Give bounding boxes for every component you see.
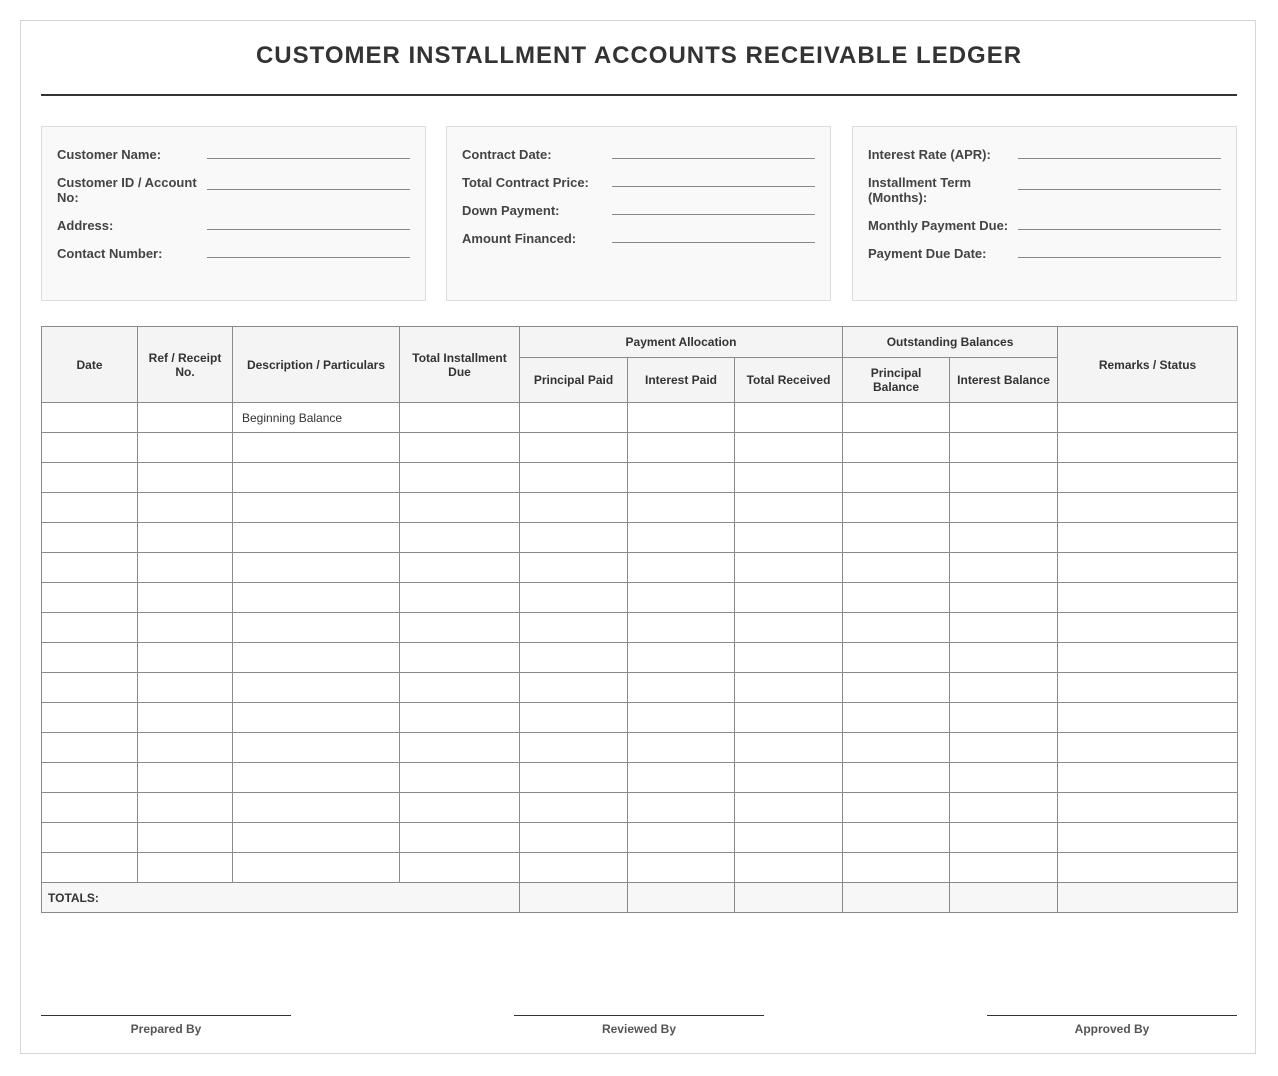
info-row <box>868 218 1221 233</box>
table-cell[interactable] <box>1058 493 1238 523</box>
table-cell[interactable] <box>628 613 735 643</box>
table-cell[interactable] <box>233 733 400 763</box>
table-cell[interactable] <box>628 433 735 463</box>
ledger-page <box>20 20 1256 1054</box>
table-cell[interactable] <box>628 733 735 763</box>
col-header-description: Description / Particulars <box>233 327 400 403</box>
table-cell[interactable] <box>843 463 950 493</box>
customer-info-box <box>41 126 426 301</box>
table-cell[interactable] <box>138 553 233 583</box>
table-cell[interactable] <box>950 793 1058 823</box>
table-cell[interactable] <box>628 583 735 613</box>
table-cell[interactable] <box>520 433 628 463</box>
total-contract-price-field[interactable] <box>612 186 815 187</box>
table-cell[interactable] <box>843 583 950 613</box>
table-cell[interactable] <box>233 823 400 853</box>
table-cell[interactable] <box>400 583 520 613</box>
col-header-principal-paid: Principal Paid <box>520 358 628 403</box>
table-cell[interactable] <box>138 703 233 733</box>
table-cell[interactable] <box>520 583 628 613</box>
table-cell[interactable] <box>1058 793 1238 823</box>
table-cell[interactable] <box>1058 823 1238 853</box>
table-cell[interactable] <box>138 463 233 493</box>
table-cell[interactable] <box>138 823 233 853</box>
table-row <box>42 403 1238 433</box>
table-row <box>42 553 1238 583</box>
table-cell[interactable] <box>138 763 233 793</box>
table-cell[interactable] <box>520 733 628 763</box>
table-cell[interactable] <box>1058 463 1238 493</box>
table-row <box>42 643 1238 673</box>
info-row <box>462 203 815 218</box>
table-cell[interactable] <box>1058 613 1238 643</box>
total-cell[interactable] <box>950 883 1058 913</box>
table-cell[interactable] <box>400 553 520 583</box>
table-cell[interactable] <box>400 673 520 703</box>
table-cell[interactable] <box>42 853 138 883</box>
info-row <box>868 147 1221 162</box>
table-cell[interactable] <box>42 613 138 643</box>
table-cell[interactable] <box>843 703 950 733</box>
table-cell[interactable] <box>520 763 628 793</box>
terms-info-box <box>852 126 1237 301</box>
table-cell[interactable] <box>520 703 628 733</box>
table-cell[interactable] <box>628 643 735 673</box>
amount-financed-field[interactable] <box>612 242 815 243</box>
table-row <box>42 493 1238 523</box>
table-row <box>42 433 1238 463</box>
table-cell[interactable] <box>400 733 520 763</box>
table-cell[interactable] <box>400 703 520 733</box>
table-cell[interactable] <box>138 793 233 823</box>
table-cell[interactable] <box>138 403 233 433</box>
table-cell[interactable] <box>1058 553 1238 583</box>
table-cell[interactable] <box>233 433 400 463</box>
table-cell[interactable] <box>950 643 1058 673</box>
table-cell[interactable] <box>233 643 400 673</box>
table-cell[interactable] <box>735 703 843 733</box>
col-header-installment-due: Total Installment Due <box>400 327 520 403</box>
reviewed-by-signature <box>514 1015 764 1036</box>
approved-by-label: Approved By <box>1074 1022 1150 1036</box>
table-cell[interactable] <box>400 853 520 883</box>
table-cell[interactable] <box>628 793 735 823</box>
table-cell[interactable] <box>843 823 950 853</box>
table-cell[interactable] <box>735 613 843 643</box>
prepared-by-label: Prepared By <box>130 1022 202 1036</box>
col-header-total-received: Total Received <box>735 358 843 403</box>
contract-info-box <box>446 126 831 301</box>
table-cell[interactable] <box>735 583 843 613</box>
address-field[interactable] <box>207 229 410 230</box>
table-cell[interactable] <box>138 673 233 703</box>
table-cell[interactable] <box>233 673 400 703</box>
page-title: CUSTOMER INSTALLMENT ACCOUNTS RECEIVABLE LEDGER <box>255 42 1023 69</box>
table-cell[interactable] <box>950 823 1058 853</box>
table-cell[interactable] <box>735 763 843 793</box>
table-cell[interactable] <box>950 553 1058 583</box>
table-cell[interactable] <box>843 523 950 553</box>
table-cell[interactable] <box>42 403 138 433</box>
table-cell[interactable] <box>400 763 520 793</box>
col-group-outstanding-balances: Outstanding Balances <box>843 327 1058 358</box>
table-cell[interactable] <box>233 523 400 553</box>
table-cell[interactable] <box>1058 643 1238 673</box>
table-cell[interactable] <box>950 733 1058 763</box>
table-row <box>42 703 1238 733</box>
table-cell[interactable] <box>42 643 138 673</box>
table-cell[interactable] <box>42 793 138 823</box>
table-row <box>42 853 1238 883</box>
table-cell[interactable] <box>400 613 520 643</box>
info-row <box>57 246 410 261</box>
table-cell[interactable] <box>400 643 520 673</box>
table-cell[interactable] <box>735 553 843 583</box>
table-cell[interactable] <box>1058 433 1238 463</box>
table-cell[interactable] <box>843 493 950 523</box>
prepared-by-signature <box>41 1015 291 1036</box>
table-row <box>42 823 1238 853</box>
table-cell[interactable] <box>950 433 1058 463</box>
monthly-payment-field[interactable] <box>1018 229 1221 230</box>
col-header-principal-balance: Principal Balance <box>843 358 950 403</box>
table-cell[interactable] <box>628 703 735 733</box>
col-group-payment-allocation: Payment Allocation <box>520 327 843 358</box>
table-cell[interactable] <box>138 733 233 763</box>
table-cell[interactable] <box>42 463 138 493</box>
table-cell[interactable] <box>843 763 950 793</box>
table-cell[interactable] <box>1058 733 1238 763</box>
table-cell[interactable] <box>400 463 520 493</box>
table-row <box>42 673 1238 703</box>
contact-number-label: Contact Number: <box>57 246 163 261</box>
table-cell[interactable] <box>735 433 843 463</box>
col-header-remarks: Remarks / Status <box>1058 327 1238 403</box>
table-cell[interactable] <box>42 433 138 463</box>
table-cell[interactable] <box>520 853 628 883</box>
table-row <box>42 793 1238 823</box>
table-cell[interactable] <box>233 763 400 793</box>
table-row <box>42 763 1238 793</box>
payment-due-date-label: Payment Due Date: <box>868 246 987 261</box>
table-cell[interactable] <box>42 673 138 703</box>
table-cell[interactable] <box>950 673 1058 703</box>
table-cell[interactable] <box>520 553 628 583</box>
table-cell[interactable] <box>950 463 1058 493</box>
table-cell[interactable] <box>1058 583 1238 613</box>
total-cell[interactable] <box>628 883 735 913</box>
payment-due-date-field[interactable] <box>1018 257 1221 258</box>
table-cell[interactable] <box>42 553 138 583</box>
table-cell[interactable] <box>843 733 950 763</box>
table-cell[interactable] <box>1058 523 1238 553</box>
col-header-interest-balance: Interest Balance <box>950 358 1058 403</box>
info-row <box>868 175 1221 205</box>
ledger-table <box>41 326 1238 913</box>
table-cell[interactable] <box>735 493 843 523</box>
table-cell[interactable] <box>735 523 843 553</box>
table-cell[interactable] <box>1058 853 1238 883</box>
table-cell[interactable] <box>950 403 1058 433</box>
table-cell[interactable] <box>520 403 628 433</box>
table-cell[interactable] <box>520 493 628 523</box>
table-cell[interactable] <box>950 583 1058 613</box>
table-cell[interactable] <box>735 643 843 673</box>
contract-date-field[interactable] <box>612 158 815 159</box>
table-cell[interactable] <box>233 703 400 733</box>
total-cell[interactable] <box>1058 883 1238 913</box>
table-cell[interactable] <box>233 553 400 583</box>
table-cell[interactable] <box>628 853 735 883</box>
table-cell[interactable] <box>400 523 520 553</box>
info-row <box>462 147 815 162</box>
table-cell[interactable] <box>400 823 520 853</box>
customer-name-label: Customer Name: <box>57 147 162 162</box>
table-cell[interactable] <box>233 613 400 643</box>
table-cell[interactable] <box>628 493 735 523</box>
table-cell[interactable] <box>400 403 520 433</box>
amount-financed-label: Amount Financed: <box>462 231 577 246</box>
table-cell[interactable] <box>42 583 138 613</box>
totals-row <box>42 883 1238 913</box>
info-row <box>868 246 1221 261</box>
col-header-date: Date <box>42 327 138 403</box>
table-cell[interactable] <box>138 853 233 883</box>
table-cell[interactable] <box>843 643 950 673</box>
table-cell[interactable] <box>520 613 628 643</box>
table-cell[interactable] <box>628 403 735 433</box>
table-cell[interactable] <box>138 493 233 523</box>
reviewed-by-label: Reviewed By <box>601 1022 677 1036</box>
table-cell[interactable] <box>735 733 843 763</box>
table-cell[interactable] <box>233 493 400 523</box>
signature-line[interactable] <box>987 1015 1237 1016</box>
table-cell[interactable] <box>735 673 843 703</box>
installment-term-label: Installment Term (Months): <box>868 175 972 205</box>
table-row <box>42 583 1238 613</box>
info-row <box>57 147 410 162</box>
table-cell[interactable] <box>42 703 138 733</box>
down-payment-field[interactable] <box>612 214 815 215</box>
signature-line[interactable] <box>514 1015 764 1016</box>
total-contract-price-label: Total Contract Price: <box>462 175 589 190</box>
table-row <box>42 523 1238 553</box>
table-cell[interactable] <box>520 643 628 673</box>
table-cell[interactable] <box>843 853 950 883</box>
info-row <box>462 175 815 190</box>
table-cell[interactable] <box>950 763 1058 793</box>
table-cell[interactable] <box>628 553 735 583</box>
table-cell[interactable] <box>42 733 138 763</box>
table-cell[interactable] <box>950 703 1058 733</box>
table-cell[interactable] <box>42 763 138 793</box>
table-cell[interactable] <box>233 583 400 613</box>
table-row <box>42 613 1238 643</box>
title-divider <box>41 94 1237 96</box>
table-cell[interactable] <box>735 853 843 883</box>
table-cell[interactable] <box>42 823 138 853</box>
table-cell[interactable] <box>42 493 138 523</box>
table-cell[interactable] <box>138 643 233 673</box>
table-cell[interactable] <box>950 853 1058 883</box>
table-row <box>42 733 1238 763</box>
monthly-payment-label: Monthly Payment Due: <box>868 218 1009 233</box>
table-cell[interactable] <box>233 403 400 433</box>
total-cell[interactable] <box>843 883 950 913</box>
table-cell[interactable] <box>138 433 233 463</box>
table-cell[interactable] <box>1058 703 1238 733</box>
table-cell[interactable] <box>400 493 520 523</box>
table-cell[interactable] <box>520 673 628 703</box>
table-cell[interactable] <box>843 673 950 703</box>
table-cell[interactable] <box>628 673 735 703</box>
table-cell[interactable] <box>42 523 138 553</box>
table-cell[interactable] <box>138 583 233 613</box>
table-row <box>42 463 1238 493</box>
contact-number-field[interactable] <box>207 257 410 258</box>
table-cell[interactable] <box>628 763 735 793</box>
table-cell[interactable] <box>233 853 400 883</box>
table-cell[interactable] <box>950 613 1058 643</box>
table-cell[interactable] <box>843 403 950 433</box>
table-cell[interactable] <box>735 793 843 823</box>
col-header-ref: Ref / Receipt No. <box>138 327 233 403</box>
table-cell[interactable] <box>400 793 520 823</box>
down-payment-label: Down Payment: <box>462 203 560 218</box>
table-cell[interactable] <box>843 613 950 643</box>
table-cell[interactable] <box>843 553 950 583</box>
table-cell[interactable] <box>233 793 400 823</box>
totals-label: TOTALS: <box>42 883 520 913</box>
table-cell[interactable] <box>628 523 735 553</box>
info-row <box>57 175 410 205</box>
table-cell[interactable] <box>735 463 843 493</box>
table-cell[interactable] <box>843 433 950 463</box>
table-cell[interactable] <box>735 823 843 853</box>
installment-term-field[interactable] <box>1018 189 1221 190</box>
total-cell[interactable] <box>735 883 843 913</box>
table-cell[interactable] <box>520 523 628 553</box>
table-cell[interactable] <box>628 823 735 853</box>
beginning-balance-text: Beginning Balance <box>242 410 343 425</box>
total-cell[interactable] <box>520 883 628 913</box>
col-header-interest-paid: Interest Paid <box>628 358 735 403</box>
table-cell[interactable] <box>520 463 628 493</box>
table-cell[interactable] <box>950 493 1058 523</box>
table-cell[interactable] <box>735 403 843 433</box>
table-cell[interactable] <box>400 433 520 463</box>
info-row <box>57 218 410 233</box>
interest-rate-field[interactable] <box>1018 158 1221 159</box>
customer-name-field[interactable] <box>207 158 410 159</box>
interest-rate-label: Interest Rate (APR): <box>868 147 991 162</box>
address-label: Address: <box>57 218 114 233</box>
table-cell[interactable] <box>1058 403 1238 433</box>
contract-date-label: Contract Date: <box>462 147 552 162</box>
customer-id-label: Customer ID / Account No: <box>57 175 197 205</box>
customer-id-field[interactable] <box>207 189 410 190</box>
table-cell[interactable] <box>843 793 950 823</box>
table-cell[interactable] <box>950 523 1058 553</box>
table-cell[interactable] <box>233 463 400 493</box>
table-cell[interactable] <box>138 613 233 643</box>
table-cell[interactable] <box>520 793 628 823</box>
header-row <box>42 327 1238 358</box>
info-row <box>462 231 815 246</box>
approved-by-signature <box>987 1015 1237 1036</box>
table-cell[interactable] <box>1058 763 1238 793</box>
signature-line[interactable] <box>41 1015 291 1016</box>
table-cell[interactable] <box>520 823 628 853</box>
table-cell[interactable] <box>1058 673 1238 703</box>
table-cell[interactable] <box>628 463 735 493</box>
table-cell[interactable] <box>138 523 233 553</box>
